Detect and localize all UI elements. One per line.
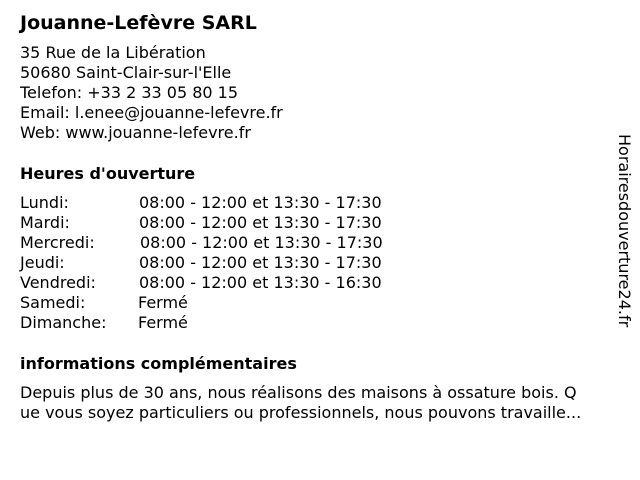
hours-row-tuesday (20, 213, 440, 233)
hours-table (20, 193, 440, 333)
street-address: 35 Rue de la Libération (20, 43, 206, 62)
hours-row-wednesday (20, 233, 440, 253)
day-label: Jeudi: (20, 253, 65, 272)
day-hours: Fermé (138, 313, 188, 332)
info-heading: informations complémentaires (20, 354, 297, 373)
day-label: Lundi: (20, 193, 69, 212)
day-label: Vendredi: (20, 273, 96, 292)
day-hours: 08:00 - 12:00 et 13:30 - 17:30 (140, 233, 383, 252)
email-address: Email: l.enee@jouanne-lefevre.fr (20, 103, 283, 122)
phone-number: Telefon: +33 2 33 05 80 15 (20, 83, 239, 102)
site-watermark: Horairesdouverture24.fr (615, 134, 634, 328)
day-label: Samedi: (20, 293, 86, 312)
day-label: Mardi: (20, 213, 70, 232)
hours-row-sunday (20, 313, 440, 333)
hours-row-saturday (20, 293, 440, 313)
info-line: ue vous soyez particuliers ou professionnels, nous pouvons travaille... (20, 403, 582, 422)
day-hours: 08:00 - 12:00 et 13:30 - 17:30 (139, 253, 382, 272)
contact-block (20, 43, 283, 143)
hours-row-friday (20, 273, 440, 293)
day-hours: 08:00 - 12:00 et 13:30 - 16:30 (139, 273, 382, 292)
day-label: Mercredi: (20, 233, 95, 252)
info-line: Depuis plus de 30 ans, nous réalisons des maisons à ossature bois. Q (20, 383, 577, 402)
city-address: 50680 Saint-Clair-sur-l'Elle (20, 63, 232, 82)
business-name: Jouanne-Lefèvre SARL (20, 12, 257, 34)
hours-row-monday (20, 193, 440, 213)
day-hours: 08:00 - 12:00 et 13:30 - 17:30 (139, 213, 382, 232)
website: Web: www.jouanne-lefevre.fr (20, 123, 251, 142)
hours-heading: Heures d'ouverture (20, 164, 196, 183)
day-label: Dimanche: (20, 313, 107, 332)
day-hours: Fermé (138, 293, 188, 312)
info-description (20, 383, 640, 423)
hours-row-thursday (20, 253, 440, 273)
day-hours: 08:00 - 12:00 et 13:30 - 17:30 (139, 193, 382, 212)
